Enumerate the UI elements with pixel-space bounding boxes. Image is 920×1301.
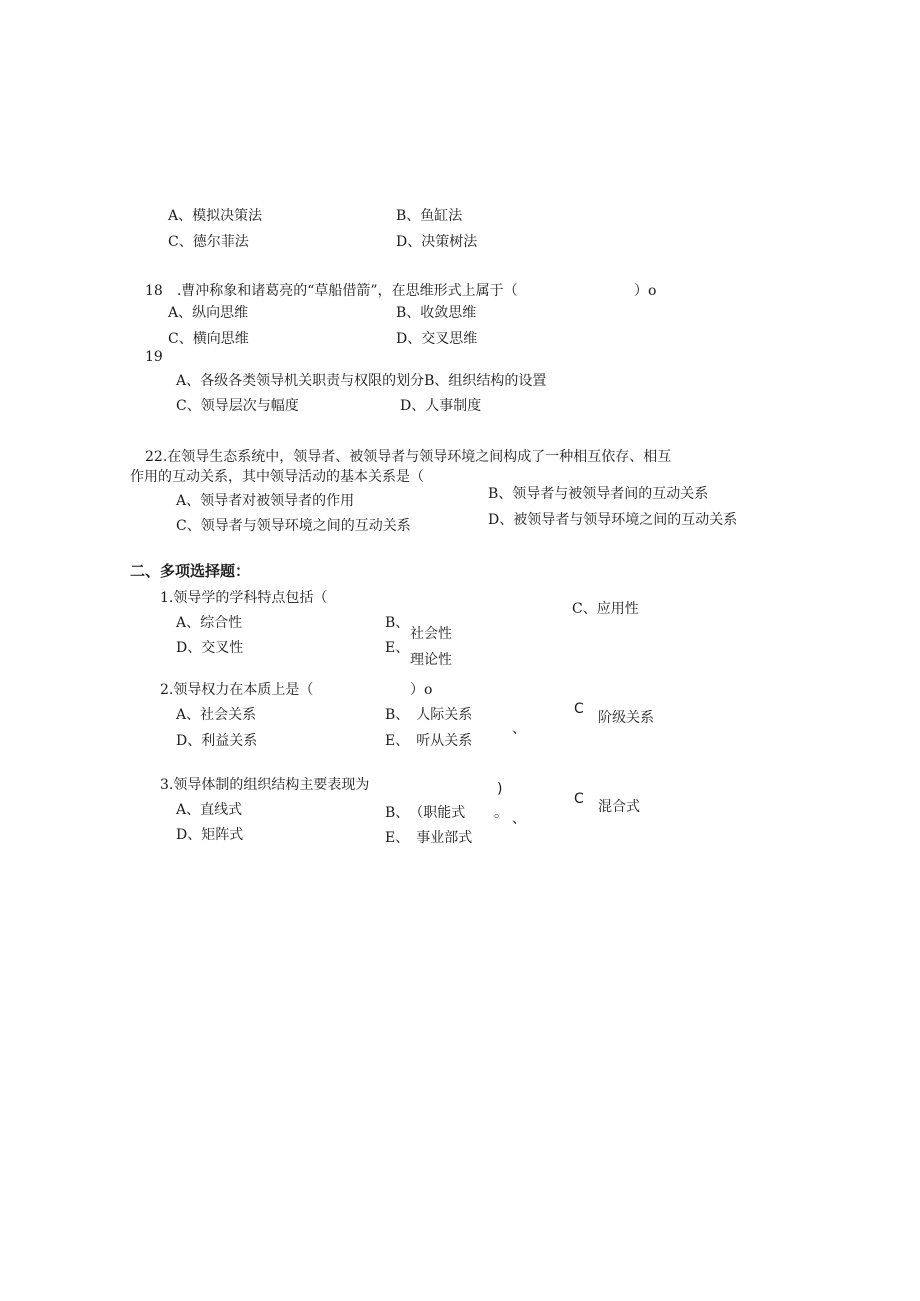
q22-stem-line2: 作用的互动关系，其中领导活动的基本关系是（ — [130, 469, 424, 485]
q22-option-c: C、领导者与领导环境之间的互动关系 — [176, 518, 411, 534]
m1-option-b-label: B、 — [385, 615, 410, 631]
m2-stem-end: ）o — [410, 682, 433, 698]
m2-option-e: E、 听从关系 — [385, 733, 473, 749]
q22-stem-line1: 22.在领导生态系统中，领导者、被领导者与领导环境之间构成了一种相互依存、相互 — [145, 449, 672, 465]
m3-option-c-letter: C — [574, 791, 584, 807]
q19-number: 19 — [145, 349, 163, 365]
m2-option-b: B、 人际关系 — [385, 707, 473, 723]
m1-option-e-label: E、 — [385, 640, 410, 656]
m3-stem: 3.领导体制的组织结构主要表现为 — [160, 777, 370, 793]
q18-option-b: B、收敛思维 — [396, 305, 477, 321]
q17-option-d: D、决策树法 — [396, 234, 478, 250]
m1-option-a: A、综合性 — [176, 615, 243, 631]
m2-option-d: D、利益关系 — [176, 733, 258, 749]
m2-stem: 2.领导权力在本质上是（ — [160, 682, 314, 698]
m3-option-a: A、直线式 — [176, 802, 243, 818]
m3-option-d: D、矩阵式 — [176, 827, 244, 843]
m2-option-c-text: 阶级关系 — [598, 710, 654, 726]
m1-option-d: D、交叉性 — [176, 640, 244, 656]
q18-stem: 18 .曹冲称象和诸葛亮的“草船借箭”，在思维形式上属于（ — [145, 283, 518, 299]
q22-option-b: B、领导者与被领导者间的互动关系 — [488, 486, 709, 502]
q17-option-b: B、鱼缸法 — [396, 208, 463, 224]
q17-option-c: C、德尔菲法 — [168, 234, 249, 250]
m1-option-e-text: 理论性 — [410, 652, 452, 668]
m1-stem: 1.领导学的学科特点包括（ — [160, 590, 328, 606]
q19-option-c: C、领导层次与幅度 — [176, 398, 299, 414]
q18-option-a: A、纵向思维 — [168, 305, 249, 321]
q18-option-c: C、横向思维 — [168, 331, 249, 347]
m3-dot: 。 — [494, 805, 508, 821]
m3-option-e: E、 事业部式 — [385, 830, 473, 846]
q18-option-d: D、交叉思维 — [396, 331, 478, 347]
m1-option-c: C、应用性 — [572, 601, 639, 617]
q22-option-a: A、领导者对被领导者的作用 — [176, 493, 355, 509]
m3-option-c-text: 混合式 — [598, 799, 640, 815]
q19-option-d: D、人事制度 — [400, 398, 482, 414]
q17-option-a: A、模拟决策法 — [168, 208, 263, 224]
m3-separator: 、 — [512, 811, 526, 827]
q22-option-d: D、被领导者与领导环境之间的互动关系 — [488, 512, 738, 528]
q18-stem-end: ）o — [634, 283, 657, 299]
m1-option-b-text: 社会性 — [410, 626, 452, 642]
m2-option-c-letter: C — [574, 701, 584, 717]
section2-title: 二、多项选择题： — [130, 562, 251, 580]
m2-option-a: A、社会关系 — [176, 707, 257, 723]
q19-option-ab: A、各级各类领导机关职责与权限的划分B、组织结构的设置 — [176, 373, 547, 389]
m3-option-b: B、 （职能式 — [385, 805, 466, 821]
m2-separator: 、 — [512, 721, 526, 737]
m3-stem-end: ) — [497, 781, 503, 797]
